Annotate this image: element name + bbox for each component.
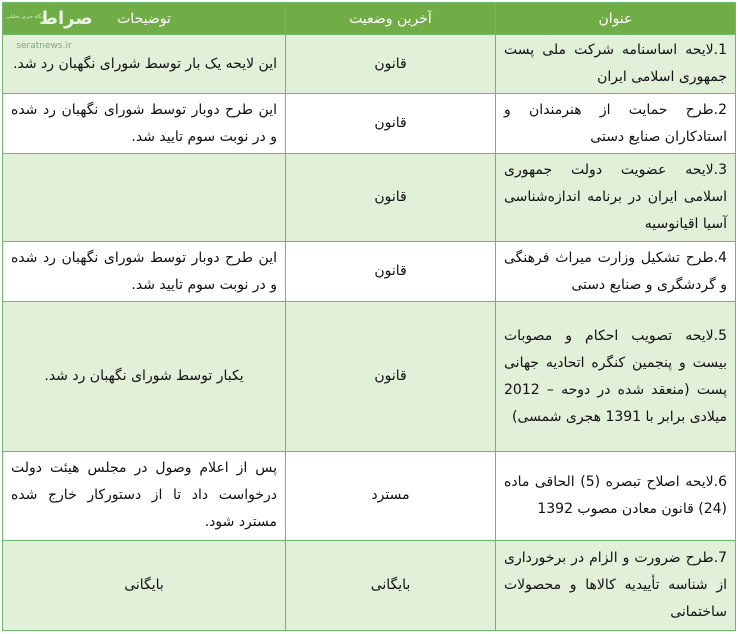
table-row — [3, 302, 736, 451]
row-status: قانون — [286, 242, 496, 302]
row-description: بایگانی — [3, 540, 286, 630]
row-status: بایگانی — [286, 540, 496, 630]
row-title: 1.لایحه اساسنامه شرکت ملی پست جمهوری اسلامی ایران — [496, 35, 736, 94]
watermark-subtext: پایگاه خبری تحلیلی — [6, 14, 46, 20]
row-description: این طرح دوبار توسط شورای نگهبان رد شده و در نوبت سوم تایید شد. — [3, 94, 286, 154]
table-row — [3, 154, 736, 242]
row-status: قانون — [286, 154, 496, 242]
table-row — [3, 35, 736, 94]
row-title: 3.لایحه عضویت دولت جمهوری اسلامی ایران در برنامه اندازه‌شناسی آسیا اقیانوسیه — [496, 154, 736, 242]
header-title: عنوان — [496, 3, 736, 35]
row-status: قانون — [286, 94, 496, 154]
table-row — [3, 540, 736, 630]
row-title: 4.طرح تشکیل وزارت میراث فرهنگی و گردشگری و صنایع دستی — [496, 242, 736, 302]
row-title: 2.طرح حمایت از هنرمندان و استادکاران صنایع دستی — [496, 94, 736, 154]
row-status: مسترد — [286, 451, 496, 540]
header-description: توضیحات — [3, 3, 286, 35]
table-row — [3, 94, 736, 154]
table-header-row — [3, 3, 736, 35]
row-description: این طرح دوبار توسط شورای نگهبان رد شده و در نوبت سوم تایید شد. — [3, 242, 286, 302]
row-description: این لایحه یک بار توسط شورای نگهبان رد شد. — [3, 35, 286, 94]
row-status: قانون — [286, 302, 496, 451]
row-title: 5.لایحه تصویب احکام و مصوبات بیست و پنجمین کنگره اتحادیه جهانی پست (منعقد شده در دوحه – 2012 میلادی برابر با 1391 هجری شمسی) — [496, 302, 736, 451]
legislation-status-table — [2, 2, 736, 631]
header-status: آخرین وضعیت — [286, 3, 496, 35]
table-row — [3, 451, 736, 540]
row-description: یکبار توسط شورای نگهبان رد شد. — [3, 302, 286, 451]
row-title: 7.طرح ضرورت و الزام در برخورداری از شناسه تأییدیه کالاها و محصولات ساختمانی — [496, 540, 736, 630]
row-status: قانون — [286, 35, 496, 94]
row-description — [3, 154, 286, 242]
row-description: پس از اعلام وصول در مجلس هیئت دولت درخواست داد تا از دستورکار خارج شده مسترد شود. — [3, 451, 286, 540]
watermark-url: seratnews.ir — [16, 41, 72, 51]
row-title: 6.لایحه اصلاح تبصره (5) الحاقی ماده (24) قانون معادن مصوب 1392 — [496, 451, 736, 540]
watermark-text: صراط — [39, 8, 93, 29]
table-row — [3, 242, 736, 302]
